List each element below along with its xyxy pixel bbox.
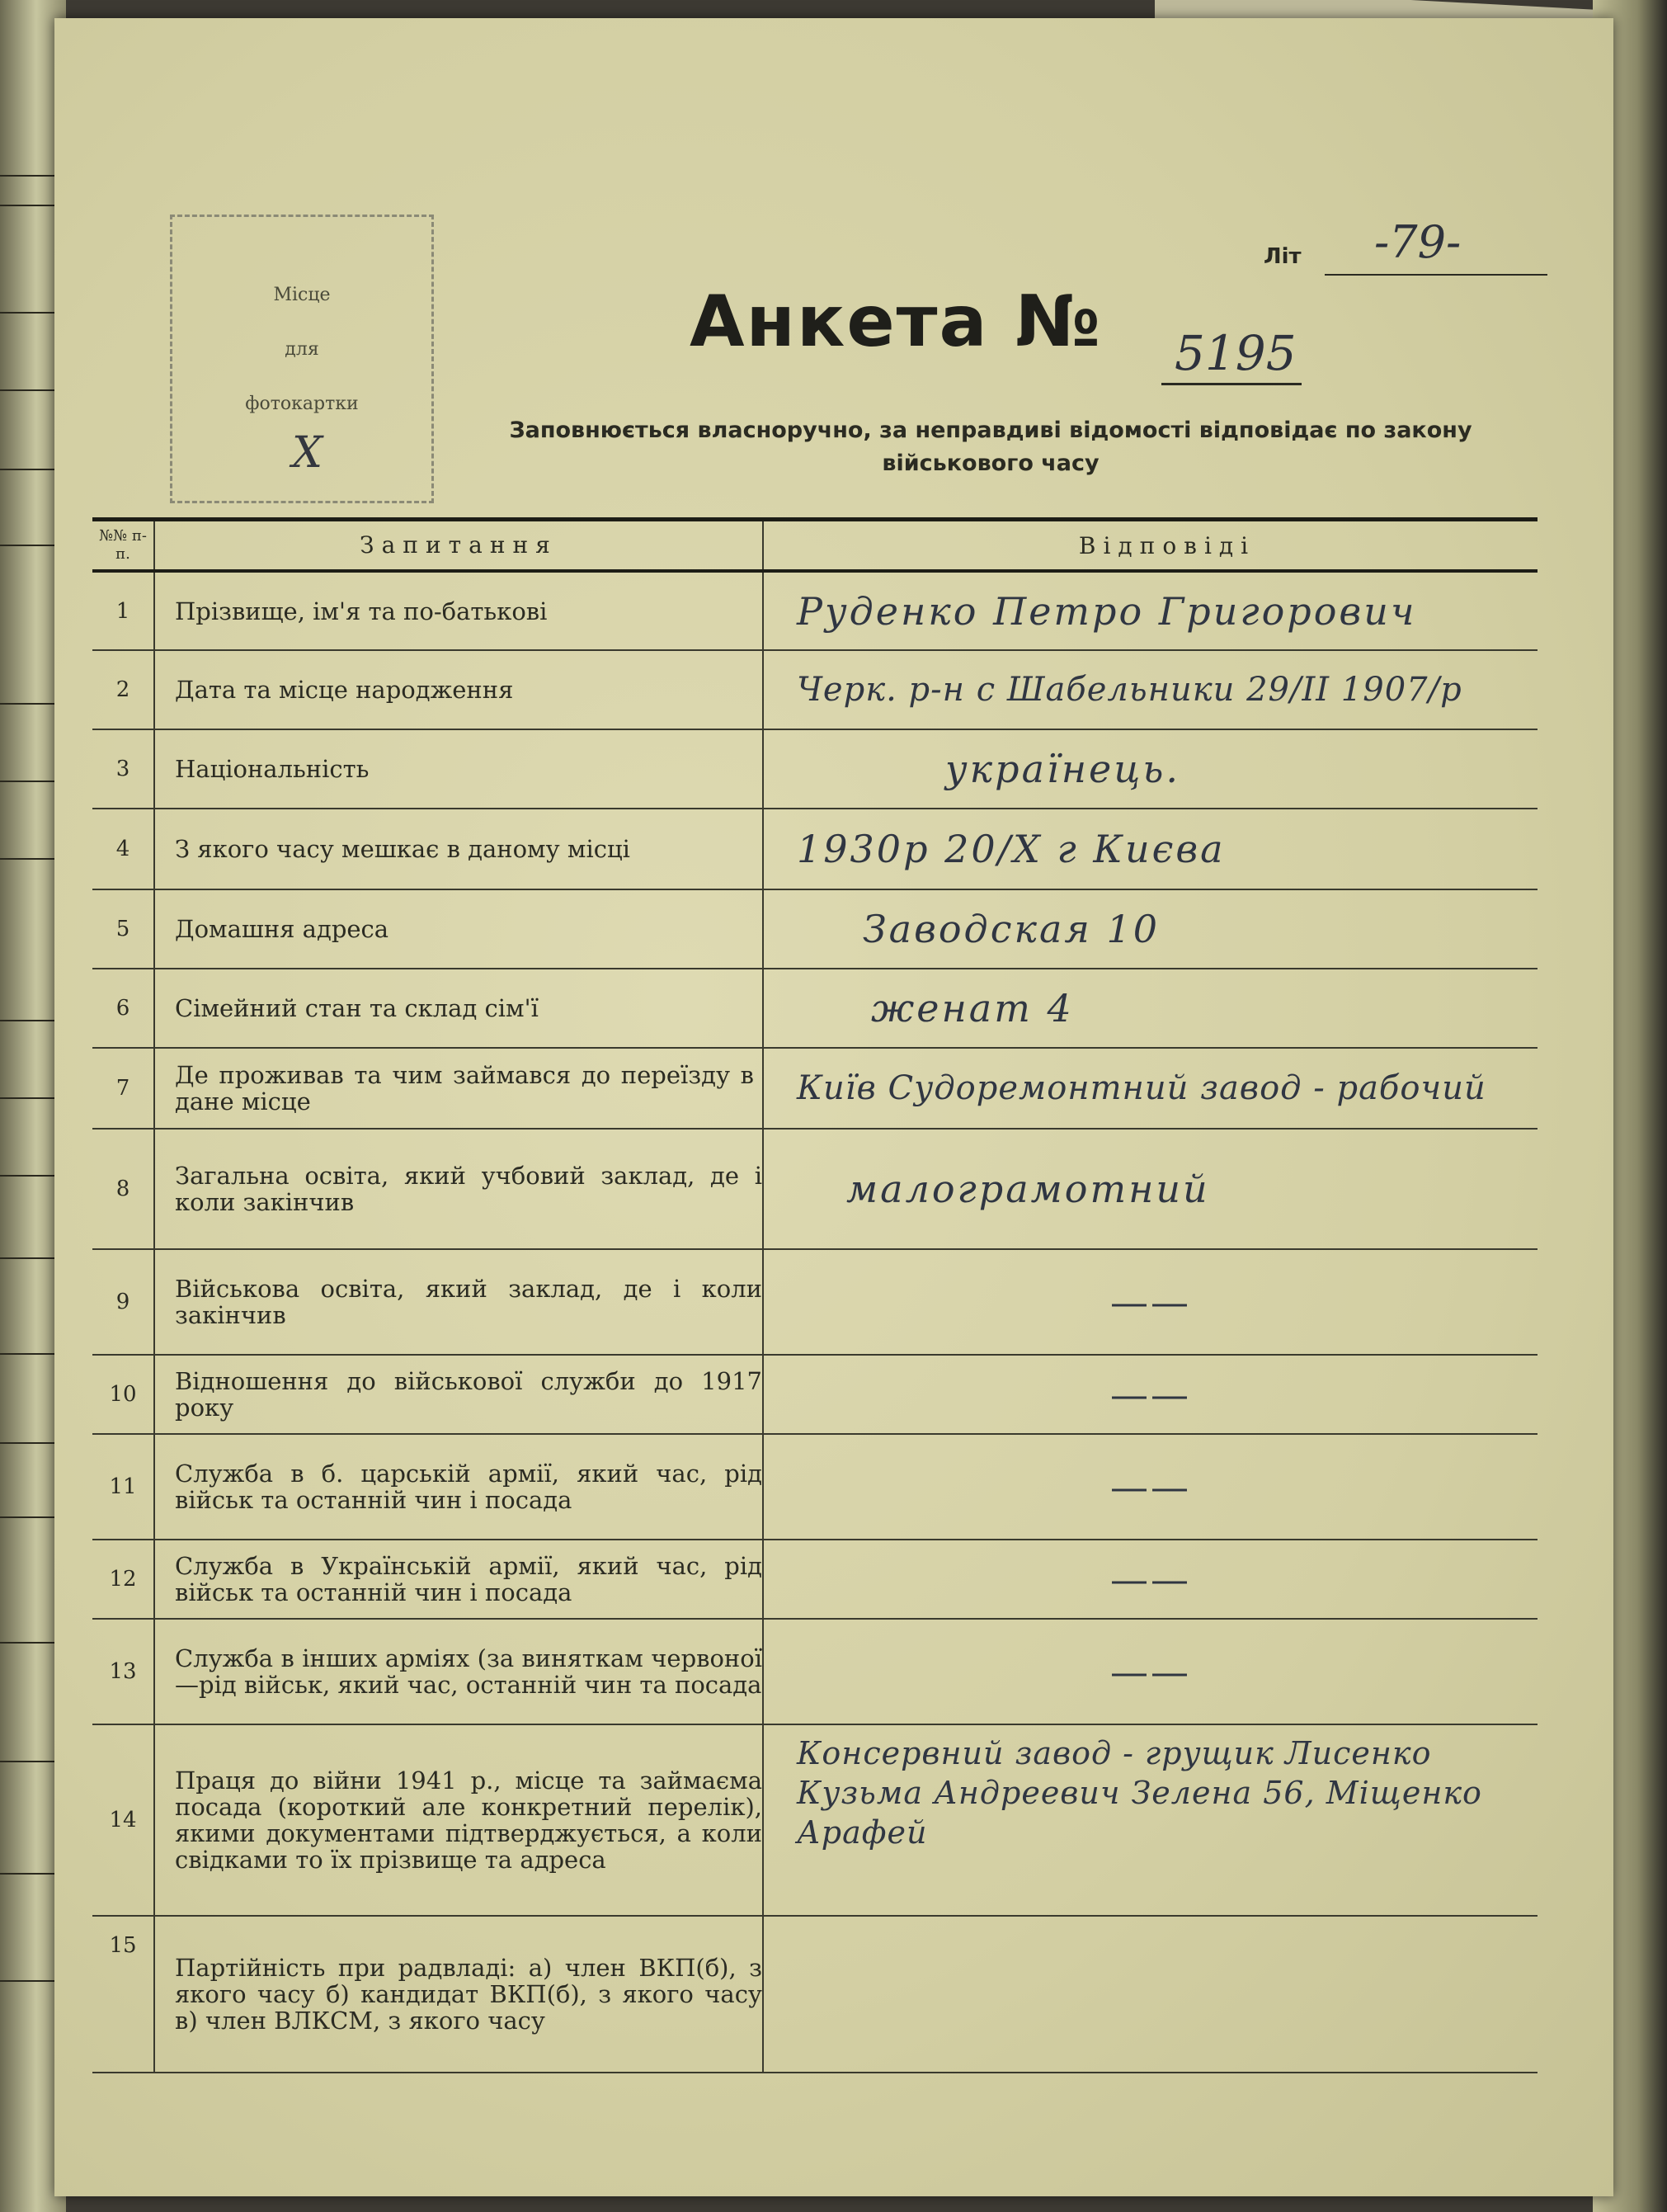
- photo-placeholder: [170, 215, 434, 503]
- row-answer: Руденко Петро Григорович: [763, 571, 1538, 650]
- row-num: 2: [92, 650, 154, 729]
- row-question: Служба в інших арміях (за виняткам червоної—рід військ, який час, останній чин та посада: [154, 1619, 763, 1724]
- lit-label: Літ: [1264, 244, 1302, 269]
- row-num: 15: [92, 1916, 154, 2073]
- row-num: 7: [92, 1048, 154, 1129]
- row-question: Партійність при радвладі: а) член ВКП(б), з якого часу б) кандидат ВКП(б), з якого часу в) член ВЛКСМ, з якого часу: [154, 1916, 763, 2073]
- row-answer: [763, 1916, 1538, 2073]
- table-row: [92, 1540, 1538, 1619]
- row-answer: женат 4: [763, 969, 1538, 1048]
- row-num: 14: [92, 1724, 154, 1916]
- row-question: Служба в Українській армії, який час, рід військ та останній чин і посада: [154, 1540, 763, 1619]
- table-row: [92, 1724, 1538, 1916]
- row-num: 5: [92, 889, 154, 969]
- table-row: [92, 729, 1538, 809]
- table-row: [92, 1129, 1538, 1249]
- row-answer: Київ Судоремонтний завод - рабочий: [763, 1048, 1538, 1129]
- row-question: Служба в б. царській армії, який час, рід військ та останній чин і посада: [154, 1434, 763, 1540]
- row-question: Домашня адреса: [154, 889, 763, 969]
- row-num: 6: [92, 969, 154, 1048]
- table-row: [92, 1434, 1538, 1540]
- row-question: Відношення до військової служби до 1917 року: [154, 1355, 763, 1434]
- row-question: Праця до війни 1941 р., місце та займаєма посада (короткий але конкретний перелік), якими документами підтверджується, а коли свідками то їх прізвище та адреса: [154, 1724, 763, 1916]
- row-question: Прізвище, ім'я та по-батькові: [154, 571, 763, 650]
- table-row: [92, 1355, 1538, 1434]
- row-answer: ——: [763, 1249, 1538, 1355]
- form-title: Анкета №: [690, 281, 1102, 363]
- form-number-underline: [1161, 383, 1302, 385]
- row-answer: малограмотний: [763, 1129, 1538, 1249]
- header-question: Запитання: [154, 520, 763, 572]
- table-row: [92, 1249, 1538, 1355]
- table-row: [92, 571, 1538, 650]
- table-row: [92, 1916, 1538, 2073]
- row-question: Загальна освіта, який учбовий заклад, де і коли закінчив: [154, 1129, 763, 1249]
- row-question: З якого часу мешкає в даному місці: [154, 809, 763, 889]
- table-row: [92, 650, 1538, 729]
- table-row: [92, 969, 1538, 1048]
- row-answer: ——: [763, 1355, 1538, 1434]
- header-num: №№ п-п.: [92, 520, 154, 572]
- row-answer: ——: [763, 1619, 1538, 1724]
- lit-value: -79-: [1374, 216, 1462, 268]
- photo-label-line2: для: [285, 339, 319, 360]
- row-answer: 1930р 20/X г Києва: [763, 809, 1538, 889]
- table-row: [92, 1048, 1538, 1129]
- row-question: Де проживав та чим займався до переїзду в дане місце: [154, 1048, 763, 1129]
- form-subtitle: Заповнюється власноручно, за неправдиві відомості відповідає по закону військового часу: [509, 417, 1472, 476]
- row-answer: Консервний завод - грущик Лисенко Кузьма Андреевич Зелена 56, Міщенко Арафей: [763, 1724, 1538, 1916]
- row-num: 4: [92, 809, 154, 889]
- row-num: 13: [92, 1619, 154, 1724]
- lit-underline: [1325, 274, 1547, 276]
- table-header-row: [92, 520, 1538, 572]
- row-question: Військова освіта, який заклад, де і коли закінчив: [154, 1249, 763, 1355]
- row-answer: ——: [763, 1540, 1538, 1619]
- row-num: 12: [92, 1540, 154, 1619]
- row-num: 9: [92, 1249, 154, 1355]
- photo-label-line3: фотокартки: [245, 394, 359, 414]
- row-question: Національність: [154, 729, 763, 809]
- row-question: Дата та місце народження: [154, 650, 763, 729]
- row-num: 10: [92, 1355, 154, 1434]
- row-answer: Черк. р-н с Шабельники 29/II 1907/р: [763, 650, 1538, 729]
- row-question: Сімейний стан та склад сім'ї: [154, 969, 763, 1048]
- photo-label-line1: Місце: [273, 285, 331, 305]
- table-row: [92, 809, 1538, 889]
- table-row: [92, 889, 1538, 969]
- questionnaire-table: [92, 517, 1538, 2073]
- row-answer: українець.: [763, 729, 1538, 809]
- row-answer: Заводская 10: [763, 889, 1538, 969]
- row-answer: ——: [763, 1434, 1538, 1540]
- row-num: 11: [92, 1434, 154, 1540]
- row-num: 8: [92, 1129, 154, 1249]
- row-num: 1: [92, 571, 154, 650]
- questionnaire-page: [54, 18, 1613, 2196]
- form-number: 5195: [1175, 325, 1297, 381]
- header-answer: Відповіді: [763, 520, 1538, 572]
- photo-mark: Х: [292, 428, 323, 478]
- row-num: 3: [92, 729, 154, 809]
- table-row: [92, 1619, 1538, 1724]
